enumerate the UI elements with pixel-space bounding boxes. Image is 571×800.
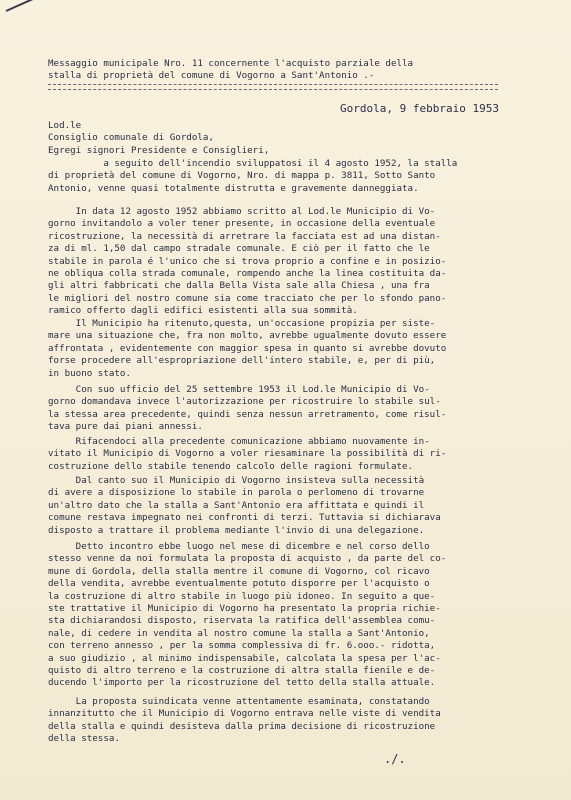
paragraph-8: La proposta suindicata venne attentamente esaminata, constatando innanzitutto che il Municipio di Vogorno entrava nelle viste di vendita della stalla e quindi desisteva dalla prima decisione di ricostruzione della stessa. bbox=[48, 696, 441, 745]
paragraph-2: In data 12 agosto 1952 abbiamo scritto al Lod.le Municipio di Vo- gorno invitandolo a voler tener presente, in occasione della eventuale ricostruzione, la necessità di arretrare la facciata est ad una distan- za di ml. 1,50 dal campo stradale comunale. E ciò per il fatto che le stabile in parola é l'unico che si trova proprio a confine e in posizio- ne obliqua colla strada comunale, rompendo anche la linea costituita da- gli altri fabbricati che dalla Bella Vista sale alla Chiesa , una fra le migliori del nostro comune sia come tracciato che per lo sfondo pano- ramico offerto dagli edifici esistenti alla sua sommità. bbox=[48, 206, 447, 317]
paragraph-5: Rifacendoci alla precedente comunicazione abbiamo nuovamente in- vitato il Municipio di Vogorno a voler riesaminare la possibilità di ri- costruzione dello stabile tenendo calcolo delle ragioni formulate. bbox=[48, 436, 447, 472]
continuation-mark: ./. bbox=[384, 752, 406, 766]
title-underline bbox=[48, 84, 498, 90]
paragraph-3: Il Municipio ha ritenuto,questa, un'occasione propizia per siste- mare una situazione che, fra non molto, avrebbe ugualmente dovuto essere affrontata , evidentemente con maggior spesa in quanto si avrebbe dovuto forse procedere all'espropriazione dell'intero stabile, e, per di più, in buono stato. bbox=[48, 318, 447, 379]
paragraph-4: Con suo ufficio del 25 settembre 1953 il Lod.le Municipio di Vo- gorno domandava invece l'autorizzazione per ricostruire lo stabile sul- la stessa area precedente, quindi senza nessun arretramento, come risul- tava pure dai piani annessi. bbox=[48, 384, 447, 433]
document-title: Messaggio municipale Nro. 11 concernente l'acquisto parziale della stalla di proprietà del comune di Vogorno a Sant'Antonio .- bbox=[48, 58, 414, 82]
date-line: Gordola, 9 febbraio 1953 bbox=[340, 102, 499, 115]
paragraph-1: a seguito dell'incendio sviluppatosi il 4 agosto 1952, la stalla di proprietà del comune di Vogorno, Nro. di mappa p. 3811, Sotto Santo Antonio, venne quasi totalmente distrutta e gravemente danneggiata. bbox=[48, 158, 458, 194]
paragraph-6: Dal canto suo il Municipio di Vogorno insisteva sulla necessità di avere a disposizione lo stabile in parola o perlomeno di trovarne un'altro dato che la stalla a Sant'Antonio era affittata e quindi il comune restava impegnato nei confronti di terzi. Tuttavia si dichiarava disposto a trattare il problema mediante l'invio di una delegazione. bbox=[48, 475, 441, 536]
salutation: Lod.le Consiglio comunale di Gordola, Egregi signori Presidente e Consiglieri, bbox=[48, 120, 270, 156]
pen-mark bbox=[6, 0, 34, 12]
paragraph-7: Detto incontro ebbe luogo nel mese di dicembre e nel corso dello stesso venne da noi formulata la proposta di acquisto , da parte del co- mune di Gordola, della stalla mentre il comune di Vogorno, col ricavo della vendita, avrebbe eventualmente potuto disporre per l'acquisto o la costruzione di altro stabile in luogo più idoneo. In seguito a que- ste trattative il Municipio di Vogorno ha presentato la propria richie- sta dichiarandosi disposto, riservata la ratifica dell'assemblea comu- nale, di cedere in vendita al nostro comune la stalla a Sant'Antonio, con terreno annesso , per la somma complessiva di fr. 6.ooo.- ridotta, a suo giudizio , al minimo indispensabile, calcolata la spesa per l'ac- quisto di altro terreno e la costruzione di altra stalla fienile e de- ducendo l'importo per la ricostruzione del tetto della stalla attuale. bbox=[48, 541, 447, 689]
